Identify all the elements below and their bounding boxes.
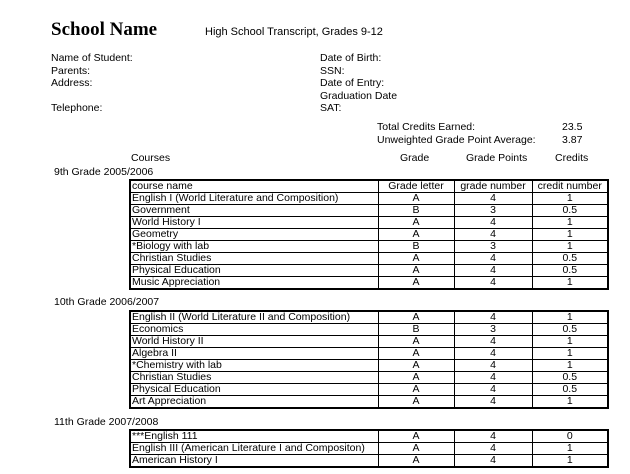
grade-letter-cell: A bbox=[378, 336, 454, 348]
table-row bbox=[130, 396, 608, 409]
grade-letter-cell: A bbox=[378, 193, 454, 205]
grade-points-header: Grade Points bbox=[466, 152, 528, 164]
table-row bbox=[130, 265, 608, 277]
table-row bbox=[130, 360, 608, 372]
course-name-cell: World History II bbox=[130, 336, 378, 348]
gpa-value: 3.87 bbox=[562, 134, 583, 146]
course-name-cell: Christian Studies bbox=[130, 372, 378, 384]
table-row bbox=[130, 217, 608, 229]
table-row bbox=[130, 253, 608, 265]
course-name-cell: Art Appreciation bbox=[130, 396, 378, 409]
grade-number-cell: 4 bbox=[454, 265, 532, 277]
grade-letter-cell: A bbox=[378, 311, 454, 324]
total-credits-value: 23.5 bbox=[562, 121, 583, 133]
course-name-cell: Geometry bbox=[130, 229, 378, 241]
grade-letter-cell: A bbox=[378, 360, 454, 372]
grade-header: Grade bbox=[400, 152, 430, 164]
grade-number-cell: 4 bbox=[454, 348, 532, 360]
grade-letter-cell: A bbox=[378, 443, 454, 455]
grade-number-cell: 4 bbox=[454, 443, 532, 455]
grade-letter-cell: A bbox=[378, 430, 454, 443]
table-row bbox=[130, 348, 608, 360]
grades-table-11th bbox=[129, 429, 609, 468]
graduation-date-label: Graduation Date bbox=[320, 89, 398, 102]
grade-number-cell: 4 bbox=[454, 336, 532, 348]
grade-letter-cell: B bbox=[378, 241, 454, 253]
course-name-cell: English II (World Literature II and Composition) bbox=[130, 311, 378, 324]
school-name: School Name bbox=[51, 19, 158, 40]
grade-number-cell: 4 bbox=[454, 311, 532, 324]
grade-number-cell: 3 bbox=[454, 241, 532, 253]
grades-table-9th bbox=[129, 179, 609, 290]
grade-number-cell: 4 bbox=[454, 430, 532, 443]
grade-number-cell: 3 bbox=[454, 324, 532, 336]
credits-header: Credits bbox=[555, 152, 589, 164]
course-name-cell: Government bbox=[130, 205, 378, 217]
credit-number-cell: 1 bbox=[532, 360, 608, 372]
course-name-cell: Physical Education bbox=[130, 384, 378, 396]
credit-number-cell: 1 bbox=[532, 217, 608, 229]
course-name-cell: World History I bbox=[130, 217, 378, 229]
grade-number-cell: 4 bbox=[454, 217, 532, 229]
table-row bbox=[130, 241, 608, 253]
credit-number-cell: 1 bbox=[532, 193, 608, 205]
grade-number-cell: 4 bbox=[454, 372, 532, 384]
grade-letter-cell: A bbox=[378, 455, 454, 468]
credit-number-cell: 1 bbox=[532, 396, 608, 409]
grade-letter-cell: A bbox=[378, 384, 454, 396]
student-info-right bbox=[320, 52, 397, 115]
course-name-cell: ***English 111 bbox=[130, 430, 378, 443]
grade-number-cell: 4 bbox=[454, 360, 532, 372]
grade-number-cell: 4 bbox=[454, 277, 532, 290]
credit-number-cell: 0.5 bbox=[532, 372, 608, 384]
grade-letter-cell: B bbox=[378, 205, 454, 217]
credit-number-cell: 1 bbox=[532, 241, 608, 253]
grade-number-cell: 4 bbox=[454, 229, 532, 241]
course-name-cell: Music Appreciation bbox=[130, 277, 378, 290]
credit-number-cell: 1 bbox=[532, 229, 608, 241]
year-label-9th: 9th Grade 2005/2006 bbox=[54, 166, 154, 178]
grade-letter-cell: A bbox=[378, 348, 454, 360]
gpa-label: Unweighted Grade Point Average: bbox=[377, 134, 536, 146]
course-name-cell: Economics bbox=[130, 324, 378, 336]
course-name-cell: English I (World Literature and Composition) bbox=[130, 193, 378, 205]
course-name-cell: course name bbox=[130, 180, 378, 193]
grade-number-cell: 3 bbox=[454, 205, 532, 217]
credit-number-cell: 1 bbox=[532, 277, 608, 290]
grade-number-cell: 4 bbox=[454, 455, 532, 468]
grade-number-cell: 4 bbox=[454, 396, 532, 409]
courses-header: Courses bbox=[131, 152, 171, 164]
total-credits-label: Total Credits Earned: bbox=[377, 121, 476, 133]
grade-number-cell: 4 bbox=[454, 253, 532, 265]
credit-number-cell: 1 bbox=[532, 443, 608, 455]
credit-number-cell: 0 bbox=[532, 430, 608, 443]
table-row bbox=[130, 336, 608, 348]
grade-letter-cell: A bbox=[378, 229, 454, 241]
course-name-cell: English III (American Literature I and Compositon) bbox=[130, 443, 378, 455]
sat-label: SAT: bbox=[320, 102, 342, 114]
credit-number-cell: 0.5 bbox=[532, 253, 608, 265]
course-name-cell: Christian Studies bbox=[130, 253, 378, 265]
credit-number-cell: 1 bbox=[532, 348, 608, 360]
course-name-cell: Algebra II bbox=[130, 348, 378, 360]
credit-number-cell: 0.5 bbox=[532, 265, 608, 277]
course-name-cell: *Biology with lab bbox=[130, 241, 378, 253]
grade-letter-cell: A bbox=[378, 265, 454, 277]
course-name-cell: *Chemistry with lab bbox=[130, 360, 378, 372]
table-row bbox=[130, 430, 608, 443]
table-row bbox=[130, 455, 608, 468]
address-label: Address: bbox=[51, 77, 93, 89]
table-row bbox=[130, 372, 608, 384]
course-name-cell: American History I bbox=[130, 455, 378, 468]
ssn-label: SSN: bbox=[320, 64, 345, 77]
grade-number-cell: grade number bbox=[454, 180, 532, 193]
table-row bbox=[130, 384, 608, 396]
year-label-11th: 11th Grade 2007/2008 bbox=[54, 416, 159, 428]
table-row bbox=[130, 205, 608, 217]
grade-letter-cell: A bbox=[378, 372, 454, 384]
table-row bbox=[130, 324, 608, 336]
student-info-left bbox=[51, 52, 133, 115]
table-row bbox=[130, 193, 608, 205]
grades-table-10th bbox=[129, 310, 609, 409]
table-row bbox=[130, 311, 608, 324]
credit-number-cell: 1 bbox=[532, 455, 608, 468]
parents-label: Parents: bbox=[51, 64, 91, 77]
grade-letter-cell: A bbox=[378, 253, 454, 265]
year-label-10th: 10th Grade 2006/2007 bbox=[54, 296, 160, 308]
grade-number-cell: 4 bbox=[454, 384, 532, 396]
transcript-subtitle: High School Transcript, Grades 9-12 bbox=[205, 26, 383, 38]
table-row bbox=[130, 277, 608, 290]
credit-number-cell: 0.5 bbox=[532, 205, 608, 217]
table-row bbox=[130, 229, 608, 241]
date-of-entry-label: Date of Entry: bbox=[320, 77, 385, 89]
dob-label: Date of Birth: bbox=[320, 52, 382, 64]
student-name-label: Name of Student: bbox=[51, 52, 133, 64]
grade-letter-cell: A bbox=[378, 396, 454, 409]
credit-number-cell: 0.5 bbox=[532, 384, 608, 396]
grade-letter-cell: B bbox=[378, 324, 454, 336]
grade-letter-cell: Grade letter bbox=[378, 180, 454, 193]
credit-number-cell: credit number bbox=[532, 180, 608, 193]
table-row bbox=[130, 443, 608, 455]
address-blank-line bbox=[51, 90, 133, 103]
grade-letter-cell: A bbox=[378, 217, 454, 229]
table-row bbox=[130, 180, 608, 193]
course-name-cell: Physical Education bbox=[130, 265, 378, 277]
credit-number-cell: 1 bbox=[532, 336, 608, 348]
grade-letter-cell: A bbox=[378, 277, 454, 290]
telephone-label: Telephone: bbox=[51, 102, 103, 114]
grade-number-cell: 4 bbox=[454, 193, 532, 205]
credit-number-cell: 0.5 bbox=[532, 324, 608, 336]
credit-number-cell: 1 bbox=[532, 311, 608, 324]
